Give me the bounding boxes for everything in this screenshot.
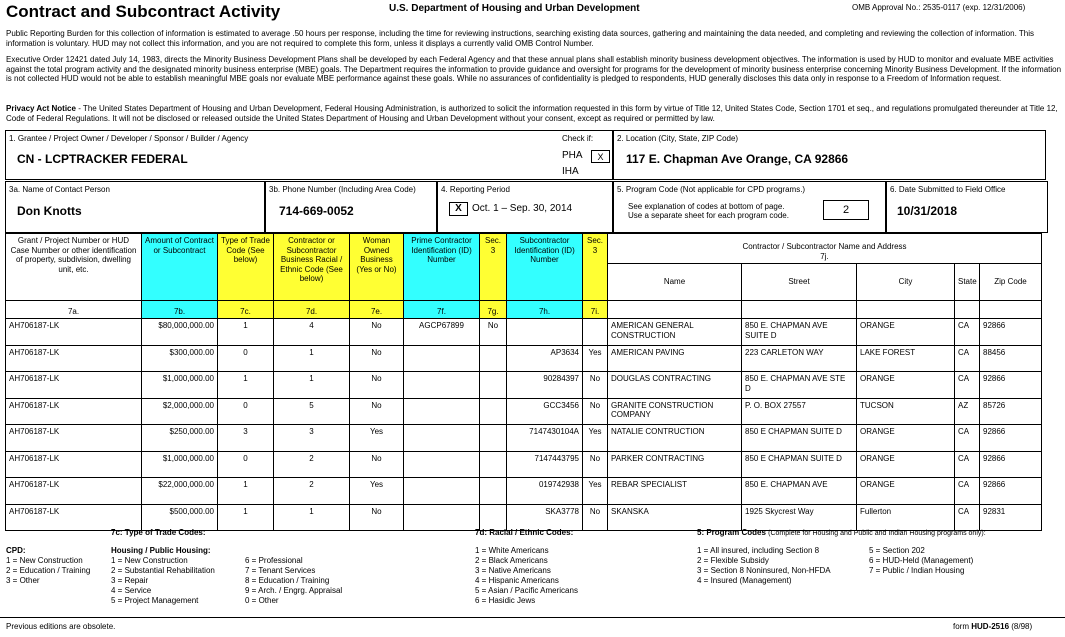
legend-line: 6 = Hasidic Jews — [475, 596, 536, 605]
cell-city[interactable]: ORANGE — [857, 372, 955, 399]
cell-trade[interactable]: 1 — [218, 504, 274, 531]
cell-state[interactable]: CA — [955, 504, 980, 531]
cell-grant[interactable]: AH706187-LK — [6, 345, 142, 372]
header-ethnic: Contractor or Subcontractor Business Racial / Ethnic Code (See below) — [274, 234, 350, 301]
legend-line: 3 = Repair — [111, 576, 149, 585]
header-grant: Grant / Project Number or HUD Case Number or other identification of property, subdivision, dwelling unit, etc. — [6, 234, 142, 301]
contact-box — [5, 181, 265, 233]
legend-line: 2 = Substantial Rehabilitation — [111, 566, 215, 575]
program-codes-note: (Complete for Housing and Public and Indian Housing programs only): — [768, 530, 986, 537]
program-codes-title: 5: Program Codes — [697, 528, 766, 537]
cell-grant[interactable]: AH706187-LK — [6, 504, 142, 531]
program-codes-1 — [697, 546, 831, 586]
legend-line: 3 = Other — [6, 576, 40, 585]
cell-subid[interactable]: 7147443795 — [507, 451, 583, 478]
cell-amount[interactable]: $1,000,000.00 — [142, 372, 218, 399]
cell-sec3a[interactable] — [480, 504, 507, 531]
program-code-value[interactable]: 2 — [823, 200, 869, 220]
phone-box — [265, 181, 437, 233]
omb-approval: OMB Approval No.: 2535-0117 (exp. 12/31/2006) — [852, 3, 1026, 12]
cell-name[interactable]: DOUGLAS CONTRACTING — [608, 372, 742, 399]
cell-trade[interactable]: 1 — [218, 478, 274, 505]
cell-ethnic[interactable]: 1 — [274, 345, 350, 372]
legend-line: 4 = Hispanic Americans — [475, 576, 559, 585]
cell-name[interactable]: AMERICAN PAVING — [608, 345, 742, 372]
cell-grant[interactable]: AH706187-LK — [6, 372, 142, 399]
header-sec3a: Sec. 3 — [480, 234, 507, 301]
cell-city[interactable]: LAKE FOREST — [857, 345, 955, 372]
cell-grant[interactable]: AH706187-LK — [6, 425, 142, 452]
cell-amount[interactable]: $300,000.00 — [142, 345, 218, 372]
cell-zip[interactable]: 92831 — [980, 504, 1042, 531]
legend-line: 3 = Section 8 Noninsured, Non-HFDA — [697, 566, 831, 575]
cell-subid[interactable]: 019742938 — [507, 478, 583, 505]
cell-woman[interactable]: No — [350, 504, 404, 531]
cell-prime[interactable] — [404, 372, 480, 399]
cell-city[interactable]: TUCSON — [857, 398, 955, 425]
cell-woman[interactable]: No — [350, 398, 404, 425]
cell-subid[interactable]: SKA3778 — [507, 504, 583, 531]
code-7f: 7f. — [404, 301, 480, 319]
cell-sec3a[interactable] — [480, 345, 507, 372]
cell-state[interactable]: CA — [955, 345, 980, 372]
form-number: form HUD-2516 (8/98) — [953, 622, 1033, 631]
date-submitted-box — [886, 181, 1048, 233]
cell-name[interactable]: GRANITE CONSTRUCTION COMPANY — [608, 398, 742, 425]
date-submitted-value[interactable]: 10/31/2018 — [897, 204, 958, 218]
legend-line: 1 = All insured, including Section 8 — [697, 546, 820, 555]
cell-ethnic[interactable]: 1 — [274, 504, 350, 531]
privacy-notice-label: Privacy Act Notice — [6, 104, 76, 113]
cell-trade[interactable]: 0 — [218, 451, 274, 478]
legend-line: 8 = Education / Training — [245, 576, 330, 585]
cell-city[interactable]: ORANGE — [857, 478, 955, 505]
cell-woman[interactable]: Yes — [350, 425, 404, 452]
cell-ethnic[interactable]: 2 — [274, 451, 350, 478]
cell-city[interactable]: ORANGE — [857, 319, 955, 346]
legend-line: 3 = Native Americans — [475, 566, 551, 575]
cell-prime[interactable] — [404, 451, 480, 478]
cell-zip[interactable]: 92866 — [980, 451, 1042, 478]
cell-amount[interactable]: $2,000,000.00 — [142, 398, 218, 425]
cell-sec3b[interactable]: No — [583, 451, 608, 478]
cell-sec3b[interactable] — [583, 319, 608, 346]
legend-line: 5 = Project Management — [111, 596, 199, 605]
iha-label: IHA — [562, 166, 579, 177]
cell-name[interactable]: REBAR SPECIALIST — [608, 478, 742, 505]
trade-codes-title: 7c: Type of Trade Codes: — [111, 528, 206, 537]
date-submitted-label: 6. Date Submitted to Field Office — [890, 185, 1006, 194]
header-name: Name — [608, 264, 742, 301]
table-row — [6, 398, 1042, 425]
program-code-label: 5. Program Code (Not applicable for CPD programs.) — [617, 185, 806, 194]
cell-city[interactable]: Fullerton — [857, 504, 955, 531]
cell-name[interactable]: AMERICAN GENERAL CONSTRUCTION — [608, 319, 742, 346]
cell-zip[interactable]: 92866 — [980, 478, 1042, 505]
reporting-period-value[interactable]: Oct. 1 – Sep. 30, 2014 — [472, 203, 573, 214]
cell-trade[interactable]: 0 — [218, 398, 274, 425]
cell-amount[interactable]: $1,000,000.00 — [142, 451, 218, 478]
cell-amount[interactable]: $22,000,000.00 — [142, 478, 218, 505]
cell-city[interactable]: ORANGE — [857, 425, 955, 452]
legend-line: 5 = Section 202 — [869, 546, 925, 555]
cell-grant[interactable]: AH706187-LK — [6, 478, 142, 505]
code-7b: 7b. — [142, 301, 218, 319]
program-code-box — [613, 181, 886, 233]
table-row — [6, 504, 1042, 531]
cell-state[interactable]: CA — [955, 478, 980, 505]
cell-prime[interactable] — [404, 504, 480, 531]
table-row — [6, 478, 1042, 505]
cell-zip[interactable]: 92866 — [980, 372, 1042, 399]
phone-label: 3b. Phone Number (Including Area Code) — [269, 185, 416, 194]
legend-line: 1 = New Construction — [111, 556, 188, 565]
cell-sec3b[interactable]: Yes — [583, 345, 608, 372]
cell-woman[interactable]: No — [350, 372, 404, 399]
legend-line: 1 = White Americans — [475, 546, 549, 555]
footer-divider — [0, 617, 1065, 618]
cell-subid[interactable]: AP3634 — [507, 345, 583, 372]
cell-street[interactable]: 850 E CHAPMAN SUITE D — [742, 425, 857, 452]
cell-name[interactable]: NATALIE CONTRUCTION — [608, 425, 742, 452]
cell-zip[interactable]: 88456 — [980, 345, 1042, 372]
table-row — [6, 372, 1042, 399]
contact-value[interactable]: Don Knotts — [17, 204, 82, 218]
cell-sec3a[interactable]: No — [480, 319, 507, 346]
cell-trade[interactable]: 1 — [218, 319, 274, 346]
cell-prime[interactable] — [404, 478, 480, 505]
cell-sec3a[interactable] — [480, 398, 507, 425]
cell-prime[interactable] — [404, 425, 480, 452]
cpd-codes — [6, 556, 90, 586]
program-codes-2 — [869, 546, 973, 576]
ethnic-codes — [475, 546, 578, 606]
location-box — [613, 130, 1046, 180]
cell-sec3a[interactable] — [480, 372, 507, 399]
code-7d: 7d. — [274, 301, 350, 319]
header-city: City — [857, 264, 955, 301]
cell-sec3b[interactable]: Yes — [583, 425, 608, 452]
header-trade: Type of Trade Code (See below) — [218, 234, 274, 301]
grantee-label: 1. Grantee / Project Owner / Developer / Sponsor / Builder / Agency — [9, 134, 249, 143]
cell-amount[interactable]: $250,000.00 — [142, 425, 218, 452]
cell-street[interactable]: 850 E. CHAPMAN AVE — [742, 478, 857, 505]
cell-street[interactable]: 850 E. CHAPMAN AVE SUITE D — [742, 319, 857, 346]
activity-table — [5, 233, 1042, 531]
code-7c: 7c. — [218, 301, 274, 319]
cell-zip[interactable]: 92866 — [980, 319, 1042, 346]
cell-subid[interactable]: GCC3456 — [507, 398, 583, 425]
cell-trade[interactable]: 0 — [218, 345, 274, 372]
cell-prime[interactable] — [404, 398, 480, 425]
legend-line: 6 = HUD-Held (Management) — [869, 556, 974, 565]
cell-subid[interactable]: 90284397 — [507, 372, 583, 399]
table-row — [6, 425, 1042, 452]
pha-checkbox[interactable]: X — [591, 150, 610, 163]
code-7h: 7h. — [507, 301, 583, 319]
legend-line: 7 = Tenant Services — [245, 566, 316, 575]
header-sec3b: Sec. 3 — [583, 234, 608, 301]
cell-ethnic[interactable]: 4 — [274, 319, 350, 346]
header-state: State — [955, 264, 980, 301]
privacy-notice-text: - The United States Department of Housing and Urban Development, Federal Housing Administration, is authorized to solicit the information requested in this form by virtue of Title 12, United States Code, Section 1701 et seq., and regulations promulgated thereunder at Title 12, Code of Federal Regulations. It will not be disclosed or released outside the United States Department of Housing and Urban Development without your consent, except as required or permitted by law. — [6, 104, 1058, 123]
cell-trade[interactable]: 1 — [218, 372, 274, 399]
code-7a: 7a. — [6, 301, 142, 319]
cell-street[interactable]: 223 CARLETON WAY — [742, 345, 857, 372]
cell-grant[interactable]: AH706187-LK — [6, 319, 142, 346]
header-street: Street — [742, 264, 857, 301]
privacy-notice — [6, 104, 1062, 123]
program-codes-heading — [697, 528, 986, 539]
cell-ethnic[interactable]: 1 — [274, 372, 350, 399]
cell-woman[interactable]: No — [350, 345, 404, 372]
cell-sec3b[interactable]: No — [583, 504, 608, 531]
code-7g: 7g. — [480, 301, 507, 319]
table-row — [6, 451, 1042, 478]
ethnic-codes-title: 7d: Racial / Ethnic Codes: — [475, 528, 574, 537]
housing-codes-1 — [111, 556, 215, 606]
cell-woman[interactable]: Yes — [350, 478, 404, 505]
cell-sec3b[interactable]: No — [583, 398, 608, 425]
grantee-box — [5, 130, 613, 180]
cell-amount[interactable]: $80,000,000.00 — [142, 319, 218, 346]
cell-trade[interactable]: 3 — [218, 425, 274, 452]
legend-line: 6 = Professional — [245, 556, 303, 565]
obsolete-note: Previous editions are obsolete. — [6, 622, 116, 631]
cell-state[interactable]: CA — [955, 425, 980, 452]
cell-zip[interactable]: 85726 — [980, 398, 1042, 425]
cell-sec3a[interactable] — [480, 451, 507, 478]
burden-notice: Public Reporting Burden for this collection of information is estimated to average .50 hours per response, including the time for reviewing instructions, searching existing data sources, gathering and maintaining the data needed, and completing and reviewing the collection of information. This information is voluntary. HUD may not collect this information, and you are not required to complete this form, unless it displays a currently valid OMB Control Number. — [6, 29, 1034, 48]
cell-street[interactable]: 850 E. CHAPMAN AVE STE D — [742, 372, 857, 399]
legend-line: 4 = Insured (Management) — [697, 576, 792, 585]
cell-woman[interactable]: No — [350, 451, 404, 478]
header-woman: Woman Owned Business (Yes or No) — [350, 234, 404, 301]
location-value[interactable]: 117 E. Chapman Ave Orange, CA 92866 — [626, 152, 849, 166]
header-zip: Zip Code — [980, 264, 1042, 301]
legend-line: 4 = Service — [111, 586, 152, 595]
cell-ethnic[interactable]: 2 — [274, 478, 350, 505]
header-prime: Prime Contractor Identification (ID) Number — [404, 234, 480, 301]
cell-sec3a[interactable] — [480, 478, 507, 505]
cell-state[interactable]: CA — [955, 372, 980, 399]
legend-line: 2 = Black Americans — [475, 556, 548, 565]
reporting-period-checkbox[interactable]: X — [449, 202, 468, 216]
legend-line: 5 = Asian / Pacific Americans — [475, 586, 578, 595]
cell-sec3a[interactable] — [480, 425, 507, 452]
cell-name[interactable]: PARKER CONTRACTING — [608, 451, 742, 478]
form-title: Contract and Subcontract Activity — [6, 2, 281, 21]
cell-subid[interactable] — [507, 319, 583, 346]
cell-name[interactable]: SKANSKA — [608, 504, 742, 531]
code-7e: 7e. — [350, 301, 404, 319]
cell-city[interactable]: ORANGE — [857, 451, 955, 478]
legend-line: 2 = Education / Training — [6, 566, 91, 575]
legend-line: 0 = Other — [245, 596, 279, 605]
cell-prime[interactable] — [404, 345, 480, 372]
agency-name: U.S. Department of Housing and Urban Development — [389, 3, 640, 14]
legend-line: 1 = New Construction — [6, 556, 83, 565]
grantee-value[interactable]: CN - LCPTRACKER FEDERAL — [17, 152, 188, 166]
header-amount: Amount of Contract or Subcontract — [142, 234, 218, 301]
table-row — [6, 319, 1042, 346]
check-if-label: Check if: — [562, 134, 594, 143]
cell-sec3b[interactable]: Yes — [583, 478, 608, 505]
cell-ethnic[interactable]: 5 — [274, 398, 350, 425]
cell-state[interactable]: CA — [955, 451, 980, 478]
cpd-title: CPD: — [6, 546, 26, 555]
phone-value[interactable]: 714-669-0052 — [279, 204, 354, 218]
cell-zip[interactable]: 92866 — [980, 425, 1042, 452]
cell-woman[interactable]: No — [350, 319, 404, 346]
program-code-note-1: See explanation of codes at bottom of page. — [628, 202, 785, 211]
housing-codes-2 — [245, 556, 342, 606]
legend-line: 7 = Public / Indian Housing — [869, 566, 965, 575]
pha-label: PHA — [562, 150, 583, 161]
contact-label: 3a. Name of Contact Person — [9, 185, 110, 194]
cell-street[interactable]: 850 E CHAPMAN SUITE D — [742, 451, 857, 478]
table-row — [6, 345, 1042, 372]
cell-street[interactable]: P. O. BOX 27557 — [742, 398, 857, 425]
cell-amount[interactable]: $500,000.00 — [142, 504, 218, 531]
housing-title: Housing / Public Housing: — [111, 546, 211, 555]
program-code-note-2: Use a separate sheet for each program code. — [628, 211, 789, 220]
cell-prime[interactable]: AGCP67899 — [404, 319, 480, 346]
executive-order-notice: Executive Order 12421 dated July 14, 1983, directs the Minority Business Development Plans shall be developed by each Federal Agency and that these annual plans shall establish minority business development objectives. The information is used by HUD to monitor and evaluate MBE activities against the total program activity and the designated minority business enterprise (MBE) goals. The Department requires the information to provide guidance and oversight for programs for the development of minority business enterprise concerning Minority Business Development. If the information is not collected HUD would not be able to establish meaningful MBE goals nor evaluate MBE performance against these goals. While no assurances of confidentiality is pledged to respondents, HUD generally discloses this data only in response to a Freedom of Information request. — [6, 55, 1062, 83]
cell-street[interactable]: 1925 Skycrest Way — [742, 504, 857, 531]
reporting-period-box — [437, 181, 613, 233]
cell-subid[interactable]: 7147430104A — [507, 425, 583, 452]
legend-line: 2 = Flexible Subsidy — [697, 556, 769, 565]
cell-grant[interactable]: AH706187-LK — [6, 398, 142, 425]
cell-grant[interactable]: AH706187-LK — [6, 451, 142, 478]
cell-state[interactable]: CA — [955, 319, 980, 346]
cell-state[interactable]: AZ — [955, 398, 980, 425]
header-subid: Subcontractor Identification (ID) Number — [507, 234, 583, 301]
reporting-period-label: 4. Reporting Period — [441, 185, 510, 194]
code-7i: 7i. — [583, 301, 608, 319]
header-contractor: Contractor / Subcontractor Name and Address 7j. — [608, 234, 1042, 264]
cell-ethnic[interactable]: 3 — [274, 425, 350, 452]
location-label: 2. Location (City, State, ZIP Code) — [617, 134, 739, 143]
cell-sec3b[interactable]: No — [583, 372, 608, 399]
legend-line: 9 = Arch. / Engrg. Appraisal — [245, 586, 343, 595]
